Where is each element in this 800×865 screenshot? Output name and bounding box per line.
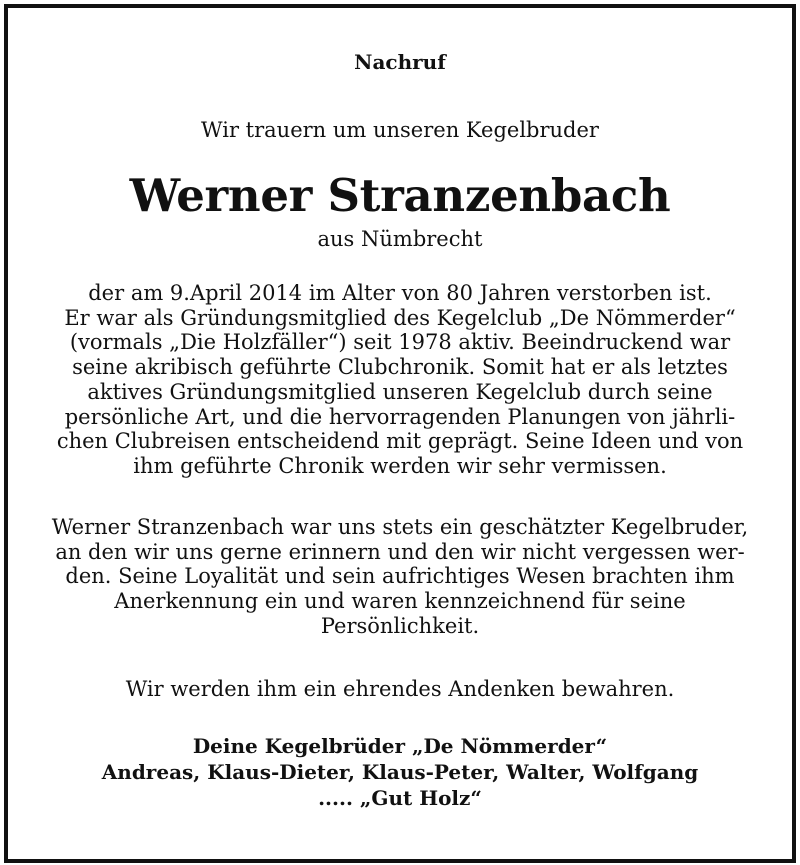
signature-block [0, 733, 800, 811]
signature-line: Deine Kegelbrüder „De Nömmerder“ [192, 734, 608, 758]
text-line: an den wir uns gerne erinnern und den wir nicht vergessen wer- [55, 539, 745, 564]
closing-line: Wir werden ihm ein ehrendes Andenken bewahren. [125, 677, 675, 701]
notice-heading: Nachruf [354, 50, 446, 74]
text-line: persönliche Art, und die hervorragenden Planungen von jährli- [64, 404, 736, 429]
signature-line: ..... „Gut Holz“ [318, 786, 482, 810]
text-line: Werner Stranzenbach war uns stets ein geschätzter Kegelbruder, [51, 515, 749, 539]
text-line: Persönlichkeit. [320, 613, 480, 638]
intro-line: Wir trauern um unseren Kegelbruder [201, 118, 599, 142]
text-line: Er war als Gründungsmitglied des Kegelclub „De Nömmerder“ [64, 305, 736, 330]
signature-line: Andreas, Klaus-Dieter, Klaus-Peter, Walter, Wolfgang [101, 760, 699, 784]
text-line: seine akribisch geführte Clubchronik. Somit hat er als letztes [72, 355, 728, 380]
text-line: Anerkennung ein und waren kennzeichnend für seine [114, 589, 686, 614]
text-line: chen Clubreisen entscheidend mit geprägt. Seine Ideen und von [56, 429, 744, 454]
deceased-name: Werner Stranzenbach [129, 169, 671, 222]
text-line: ihm geführte Chronik werden wir sehr vermissen. [133, 453, 667, 478]
text-line: aktives Gründungsmitglied unseren Kegelclub durch seine [87, 379, 713, 404]
tribute-paragraph [0, 515, 800, 639]
text-line: den. Seine Loyalität und sein aufrichtiges Wesen brachten ihm [65, 564, 735, 589]
text-line: der am 9.April 2014 im Alter von 80 Jahren verstorben ist. [88, 281, 712, 305]
hometown-line: aus Nümbrecht [317, 227, 483, 251]
text-line: (vormals „Die Holzfäller“) seit 1978 aktiv. Beeindruckend war [69, 330, 731, 355]
biography-paragraph [0, 281, 800, 479]
